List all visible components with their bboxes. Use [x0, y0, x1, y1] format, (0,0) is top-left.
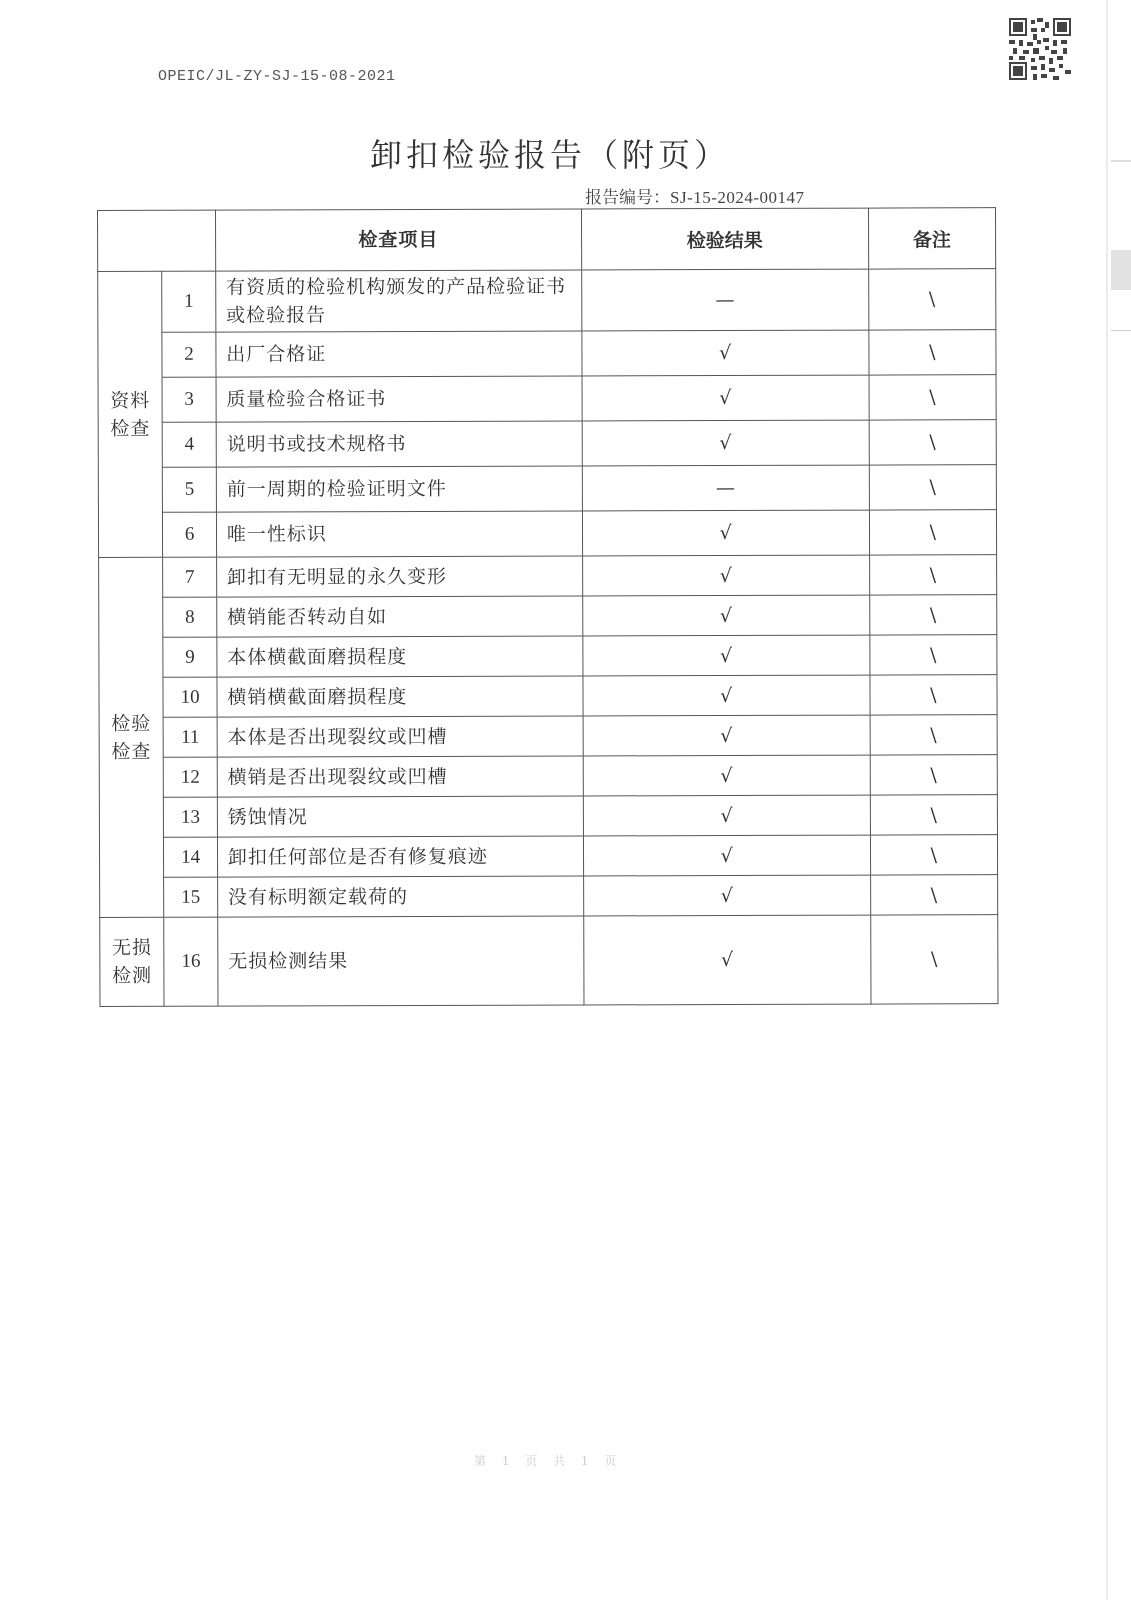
row-note: \ [870, 795, 998, 835]
row-number: 5 [163, 467, 217, 512]
row-item: 没有标明额定载荷的 [217, 876, 583, 917]
row-number: 7 [163, 557, 217, 597]
table-row [98, 330, 996, 378]
row-number: 2 [162, 332, 216, 377]
row-note: \ [870, 675, 998, 715]
table-row [98, 375, 996, 423]
row-number: 3 [162, 377, 216, 422]
page-title: 卸扣检验报告（附页） [369, 136, 730, 174]
row-item: 无损检测结果 [218, 916, 584, 1006]
row-note: \ [869, 420, 997, 465]
row-note: \ [870, 755, 998, 795]
row-result: — [582, 465, 869, 511]
row-item: 前一周期的检验证明文件 [216, 466, 582, 512]
table-row [100, 915, 998, 1007]
row-number: 6 [163, 512, 217, 557]
row-result: √ [583, 795, 870, 836]
row-number: 1 [162, 271, 216, 332]
row-note: \ [870, 835, 998, 875]
row-note: \ [869, 465, 997, 510]
header-blank-cell [98, 210, 216, 271]
row-item: 横销横截面磨损程度 [217, 676, 583, 717]
row-result: √ [582, 330, 869, 376]
table-header-row [98, 208, 996, 272]
row-number: 11 [163, 717, 217, 757]
row-note: \ [869, 375, 997, 420]
row-result: √ [583, 755, 870, 796]
table-row [99, 555, 997, 598]
row-item: 唯一性标识 [216, 511, 582, 557]
row-number: 12 [164, 757, 218, 797]
row-result: √ [582, 375, 869, 421]
row-result: √ [583, 635, 870, 676]
row-number: 9 [163, 637, 217, 677]
category-docs-check: 资料 检查 [98, 271, 163, 557]
row-item: 卸扣任何部位是否有修复痕迹 [217, 836, 583, 877]
table-row [99, 795, 997, 838]
row-number: 15 [164, 877, 218, 917]
row-note: \ [868, 269, 996, 330]
row-number: 14 [164, 837, 218, 877]
row-result: √ [582, 595, 869, 636]
table-row [98, 420, 996, 468]
row-result: √ [583, 715, 870, 756]
header-check-item: 检查项目 [215, 209, 581, 271]
row-number: 13 [164, 797, 218, 837]
header-note: 备注 [868, 208, 996, 269]
table-row [99, 715, 997, 758]
row-number: 4 [162, 422, 216, 467]
row-number: 16 [164, 917, 218, 1006]
row-note: \ [869, 555, 997, 595]
table-row [99, 595, 997, 638]
row-item: 有资质的检验机构颁发的产品检验证书或检验报告 [216, 270, 582, 332]
row-item: 横销是否出现裂纹或凹槽 [217, 756, 583, 797]
row-result: √ [582, 510, 869, 556]
table-row [100, 875, 998, 918]
scan-edge-marks [1101, 0, 1131, 1600]
row-note: \ [870, 915, 998, 1004]
row-note: \ [869, 510, 997, 555]
row-note: \ [870, 715, 998, 755]
row-item: 质量检验合格证书 [216, 376, 582, 422]
report-number [585, 183, 805, 208]
inspection-table [97, 207, 998, 1007]
row-item: 锈蚀情况 [217, 796, 583, 837]
row-number: 8 [163, 597, 217, 637]
row-item: 卸扣有无明显的永久变形 [216, 556, 582, 597]
row-note: \ [868, 330, 996, 375]
table-row [98, 465, 996, 513]
row-item: 本体是否出现裂纹或凹槽 [217, 716, 583, 757]
table-row [98, 510, 996, 558]
row-result: √ [583, 915, 870, 1005]
row-result: √ [582, 555, 869, 596]
category-inspection-check: 检验 检查 [99, 557, 164, 917]
row-item: 出厂合格证 [216, 331, 582, 377]
page-footer: 第 1 页 共 1 页 [474, 1454, 623, 1468]
table-row [99, 835, 997, 878]
row-item: 横销能否转动自如 [217, 596, 583, 637]
report-number-label: 报告编号： [585, 188, 670, 208]
row-number: 10 [163, 677, 217, 717]
report-number-value: SJ-15-2024-00147 [670, 188, 805, 207]
row-item: 说明书或技术规格书 [216, 421, 582, 467]
category-ndt: 无损 检测 [100, 917, 165, 1006]
row-note: \ [869, 635, 997, 675]
row-result: √ [583, 875, 870, 916]
row-note: \ [869, 595, 997, 635]
row-item: 本体横截面磨损程度 [217, 636, 583, 677]
table-row [99, 675, 997, 718]
row-result: √ [582, 420, 869, 466]
row-result: — [581, 269, 868, 331]
document-code: OPEIC/JL-ZY-SJ-15-08-2021 [158, 68, 396, 85]
row-result: √ [583, 835, 870, 876]
qr-code-icon [1009, 18, 1071, 80]
row-note: \ [870, 875, 998, 915]
table-row [99, 635, 997, 678]
header-result: 检验结果 [581, 208, 868, 270]
table-row [99, 755, 997, 798]
row-result: √ [583, 675, 870, 716]
table-row [98, 269, 996, 333]
